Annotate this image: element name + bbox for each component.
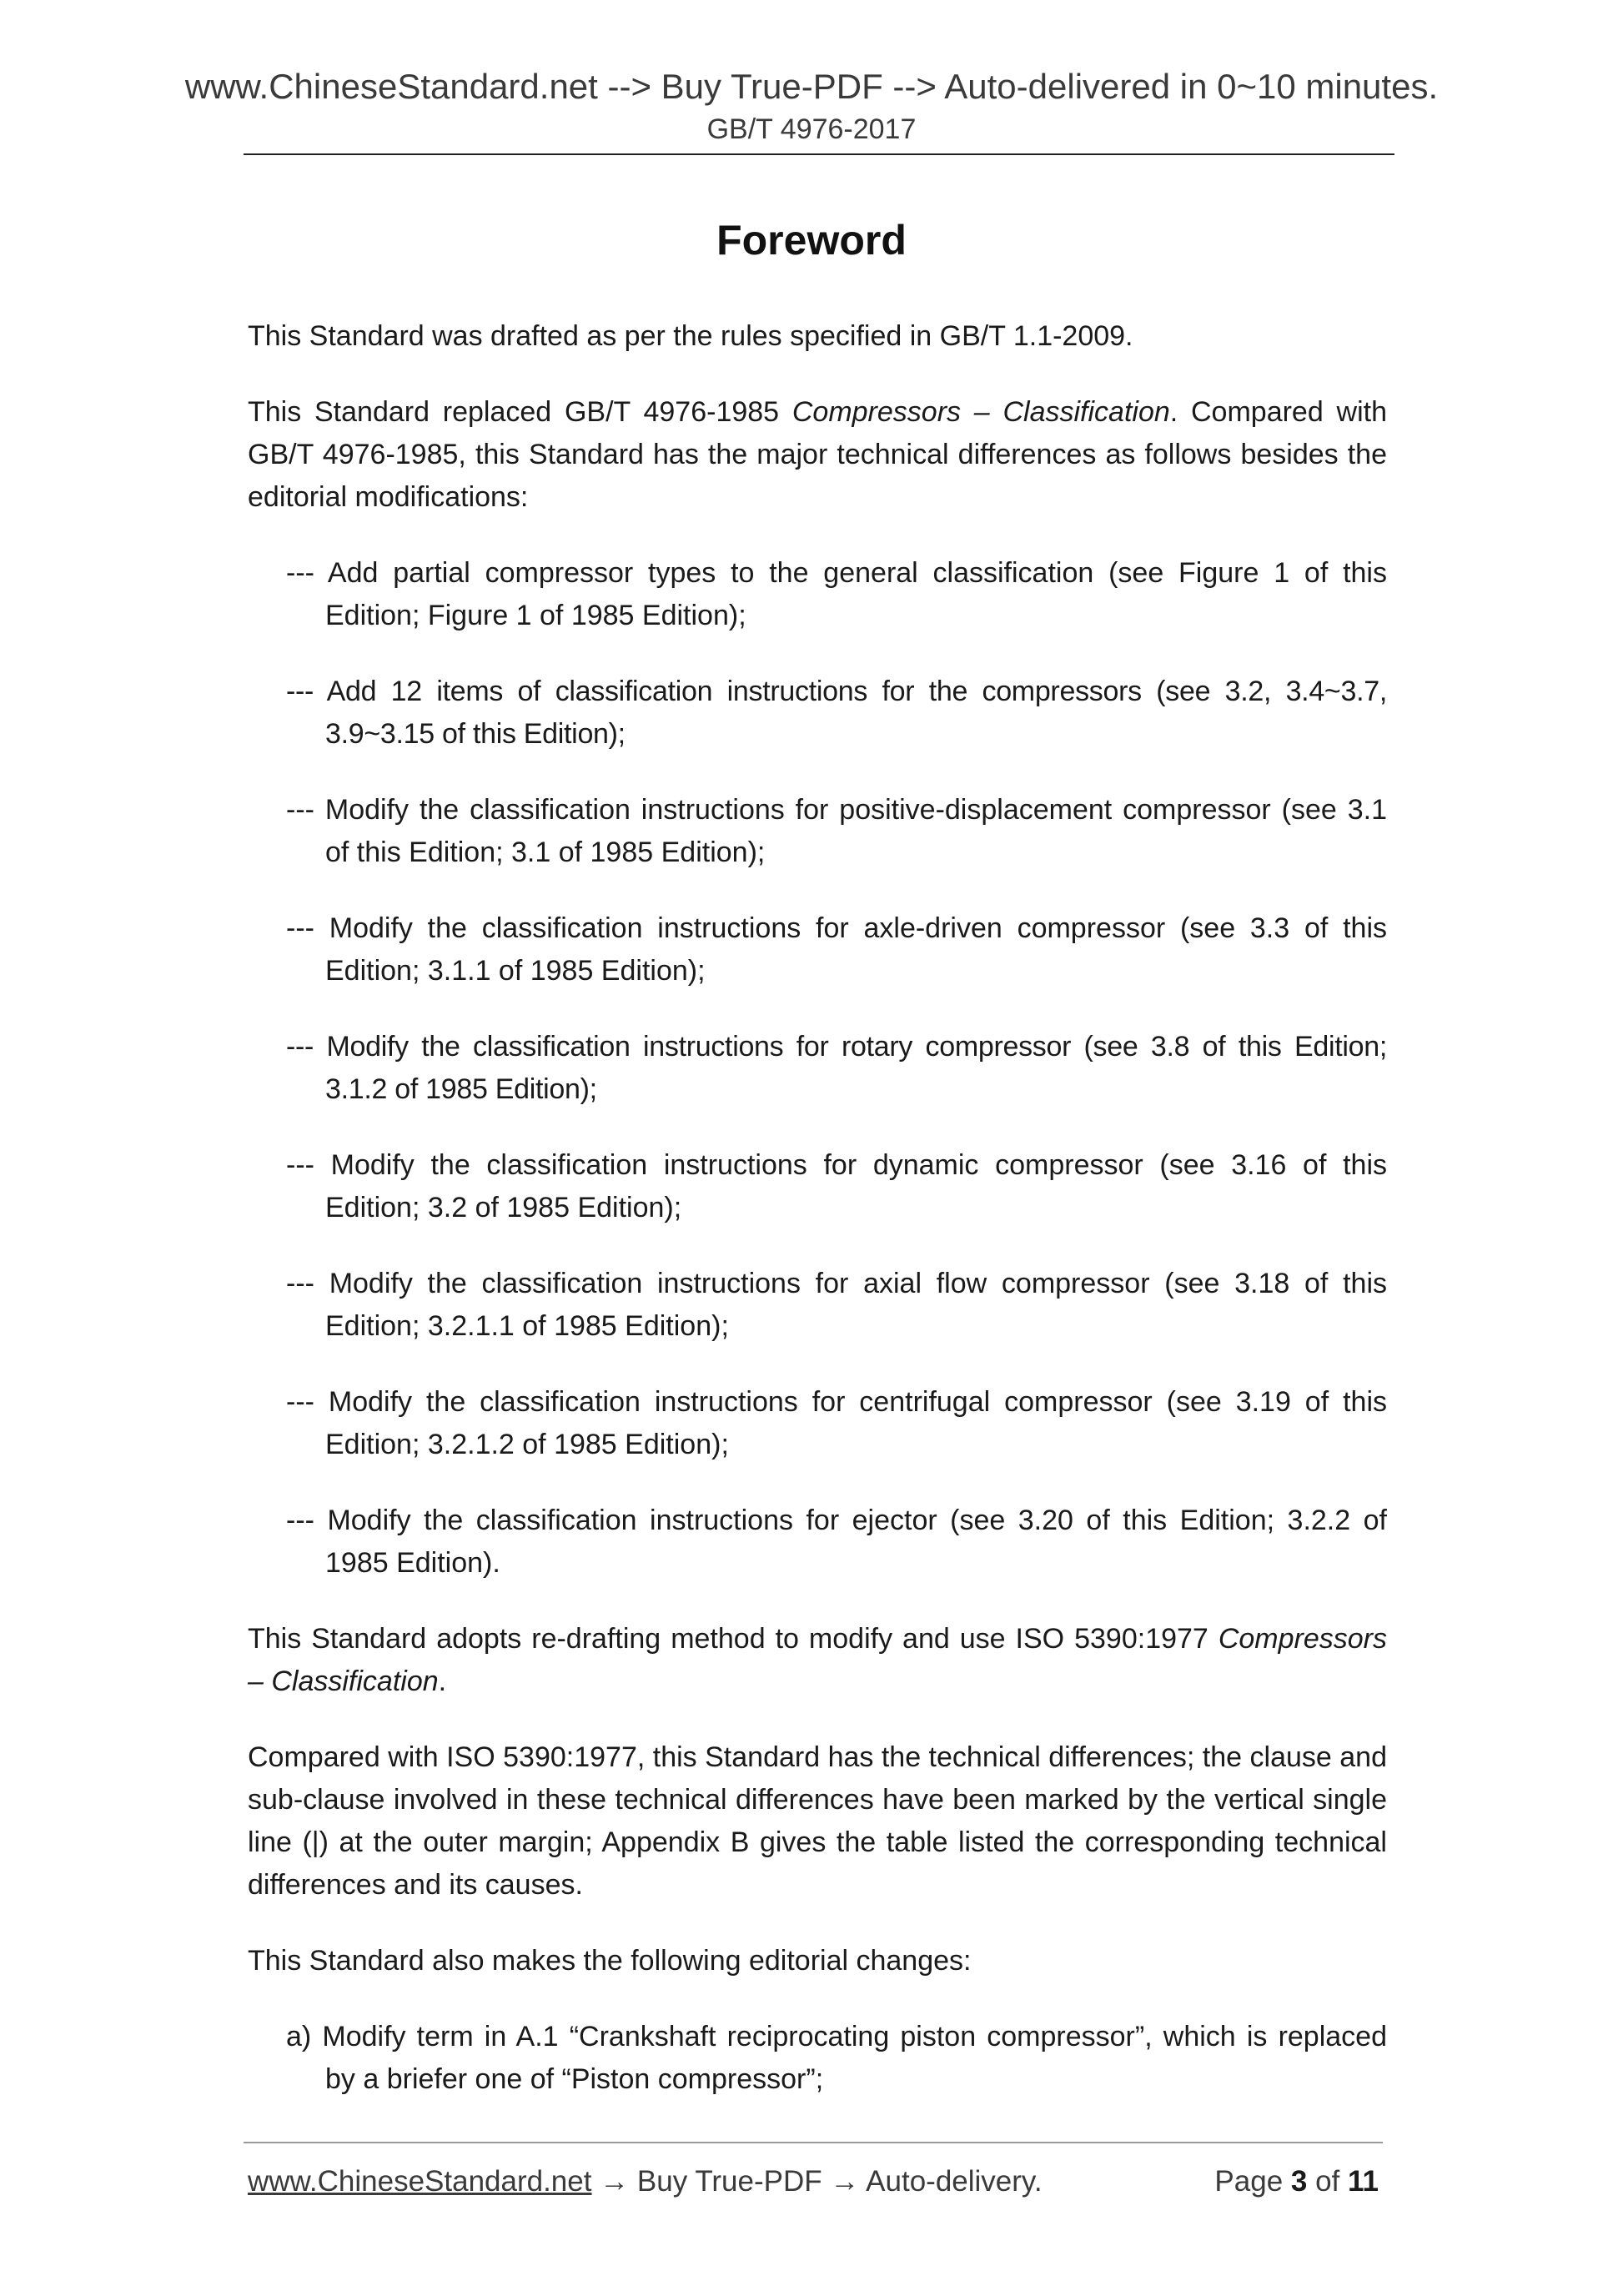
page-separator: of: [1307, 2165, 1348, 2198]
difference-item: --- Modify the classification instructions for rotary compressor (see 3.8 of this Edition; 3.1.2 of 1985 Edition);: [286, 1031, 1387, 1105]
header-divider: [244, 153, 1394, 155]
text-run: This Standard replaced GB/T 4976-1985: [248, 396, 792, 428]
footer-site-link[interactable]: www.ChineseStandard.net: [248, 2165, 592, 2198]
page-current: 3: [1290, 2165, 1308, 2198]
standard-title-italic: Compressors – Classification: [791, 396, 1170, 428]
footer-divider: [244, 2142, 1383, 2143]
page-number: [1214, 2162, 1379, 2202]
difference-item: --- Modify the classification instructions for axial flow compressor (see 3.18 of this Edition; 3.2.1.1 of 1985 Edition);: [286, 1268, 1387, 1342]
difference-item: --- Modify the classification instructions for positive-displacement compressor (see 3.1 of this Edition; 3.1 of 1985 Edition);: [286, 794, 1387, 868]
paragraph-editorial-changes: This Standard also makes the following editorial changes:: [248, 1945, 972, 1977]
difference-item: --- Add 12 items of classification instructions for the compressors (see 3.2, 3.4~3.7, 3.9~3.15 of this Edition);: [286, 676, 1387, 750]
page-footer: [248, 2162, 1379, 2202]
text-run: . Compared with GB/T 4976-1985, this Standard has the major technical differences as follows besides the editorial modifications:: [248, 396, 1387, 513]
standard-title-italic: Compressors – Classification: [248, 1623, 1387, 1697]
page-prefix: Page: [1214, 2165, 1291, 2198]
footer-left: [248, 2165, 1043, 2198]
paragraph-replaced-standard: [248, 391, 1387, 519]
difference-item: --- Modify the classification instructions for ejector (see 3.20 of this Edition; 3.2.2 of 1985 Edition).: [286, 1505, 1387, 1579]
page-total: 11: [1348, 2165, 1379, 2198]
paragraph-adoption-method: [248, 1618, 1387, 1703]
page-title: Foreword: [716, 217, 907, 264]
text-run: .: [438, 1665, 447, 1697]
text-run: This Standard adopts re-drafting method to modify and use ISO 5390:1977: [248, 1623, 1219, 1655]
paragraph-drafting-rules: This Standard was drafted as per the rules specified in GB/T 1.1-2009.: [248, 320, 1133, 352]
paragraph-technical-differences: Compared with ISO 5390:1977, this Standard has the technical differences; the clause and sub-clause involved in these technical differences have been marked by the vertical single line (|) at the outer margin; Appendix B gives the table listed the corresponding technical differences and its causes.: [248, 1741, 1387, 1901]
header-banner: www.ChineseStandard.net --> Buy True-PDF --> Auto-delivered in 0~10 minutes.: [184, 67, 1439, 106]
header-doc-id: GB/T 4976-2017: [706, 113, 917, 145]
difference-item: --- Add partial compressor types to the general classification (see Figure 1 of this Edition; Figure 1 of 1985 Edition);: [286, 557, 1387, 631]
difference-item: --- Modify the classification instructions for axle-driven compressor (see 3.3 of this Edition; 3.1.1 of 1985 Edition);: [286, 912, 1387, 987]
page-header: [0, 65, 1623, 148]
difference-item: --- Modify the classification instructions for centrifugal compressor (see 3.19 of this Edition; 3.2.1.2 of 1985 Edition);: [286, 1386, 1387, 1460]
editorial-change-item: a) Modify term in A.1 “Crankshaft reciprocating piston compressor”, which is replaced by a briefer one of “Piston compressor”;: [286, 2021, 1387, 2095]
difference-item: --- Modify the classification instructions for dynamic compressor (see 3.16 of this Edition; 3.2 of 1985 Edition);: [286, 1149, 1387, 1223]
footer-suffix: → Buy True-PDF → Auto-delivery.: [591, 2165, 1043, 2198]
document-body: [248, 315, 1387, 2134]
